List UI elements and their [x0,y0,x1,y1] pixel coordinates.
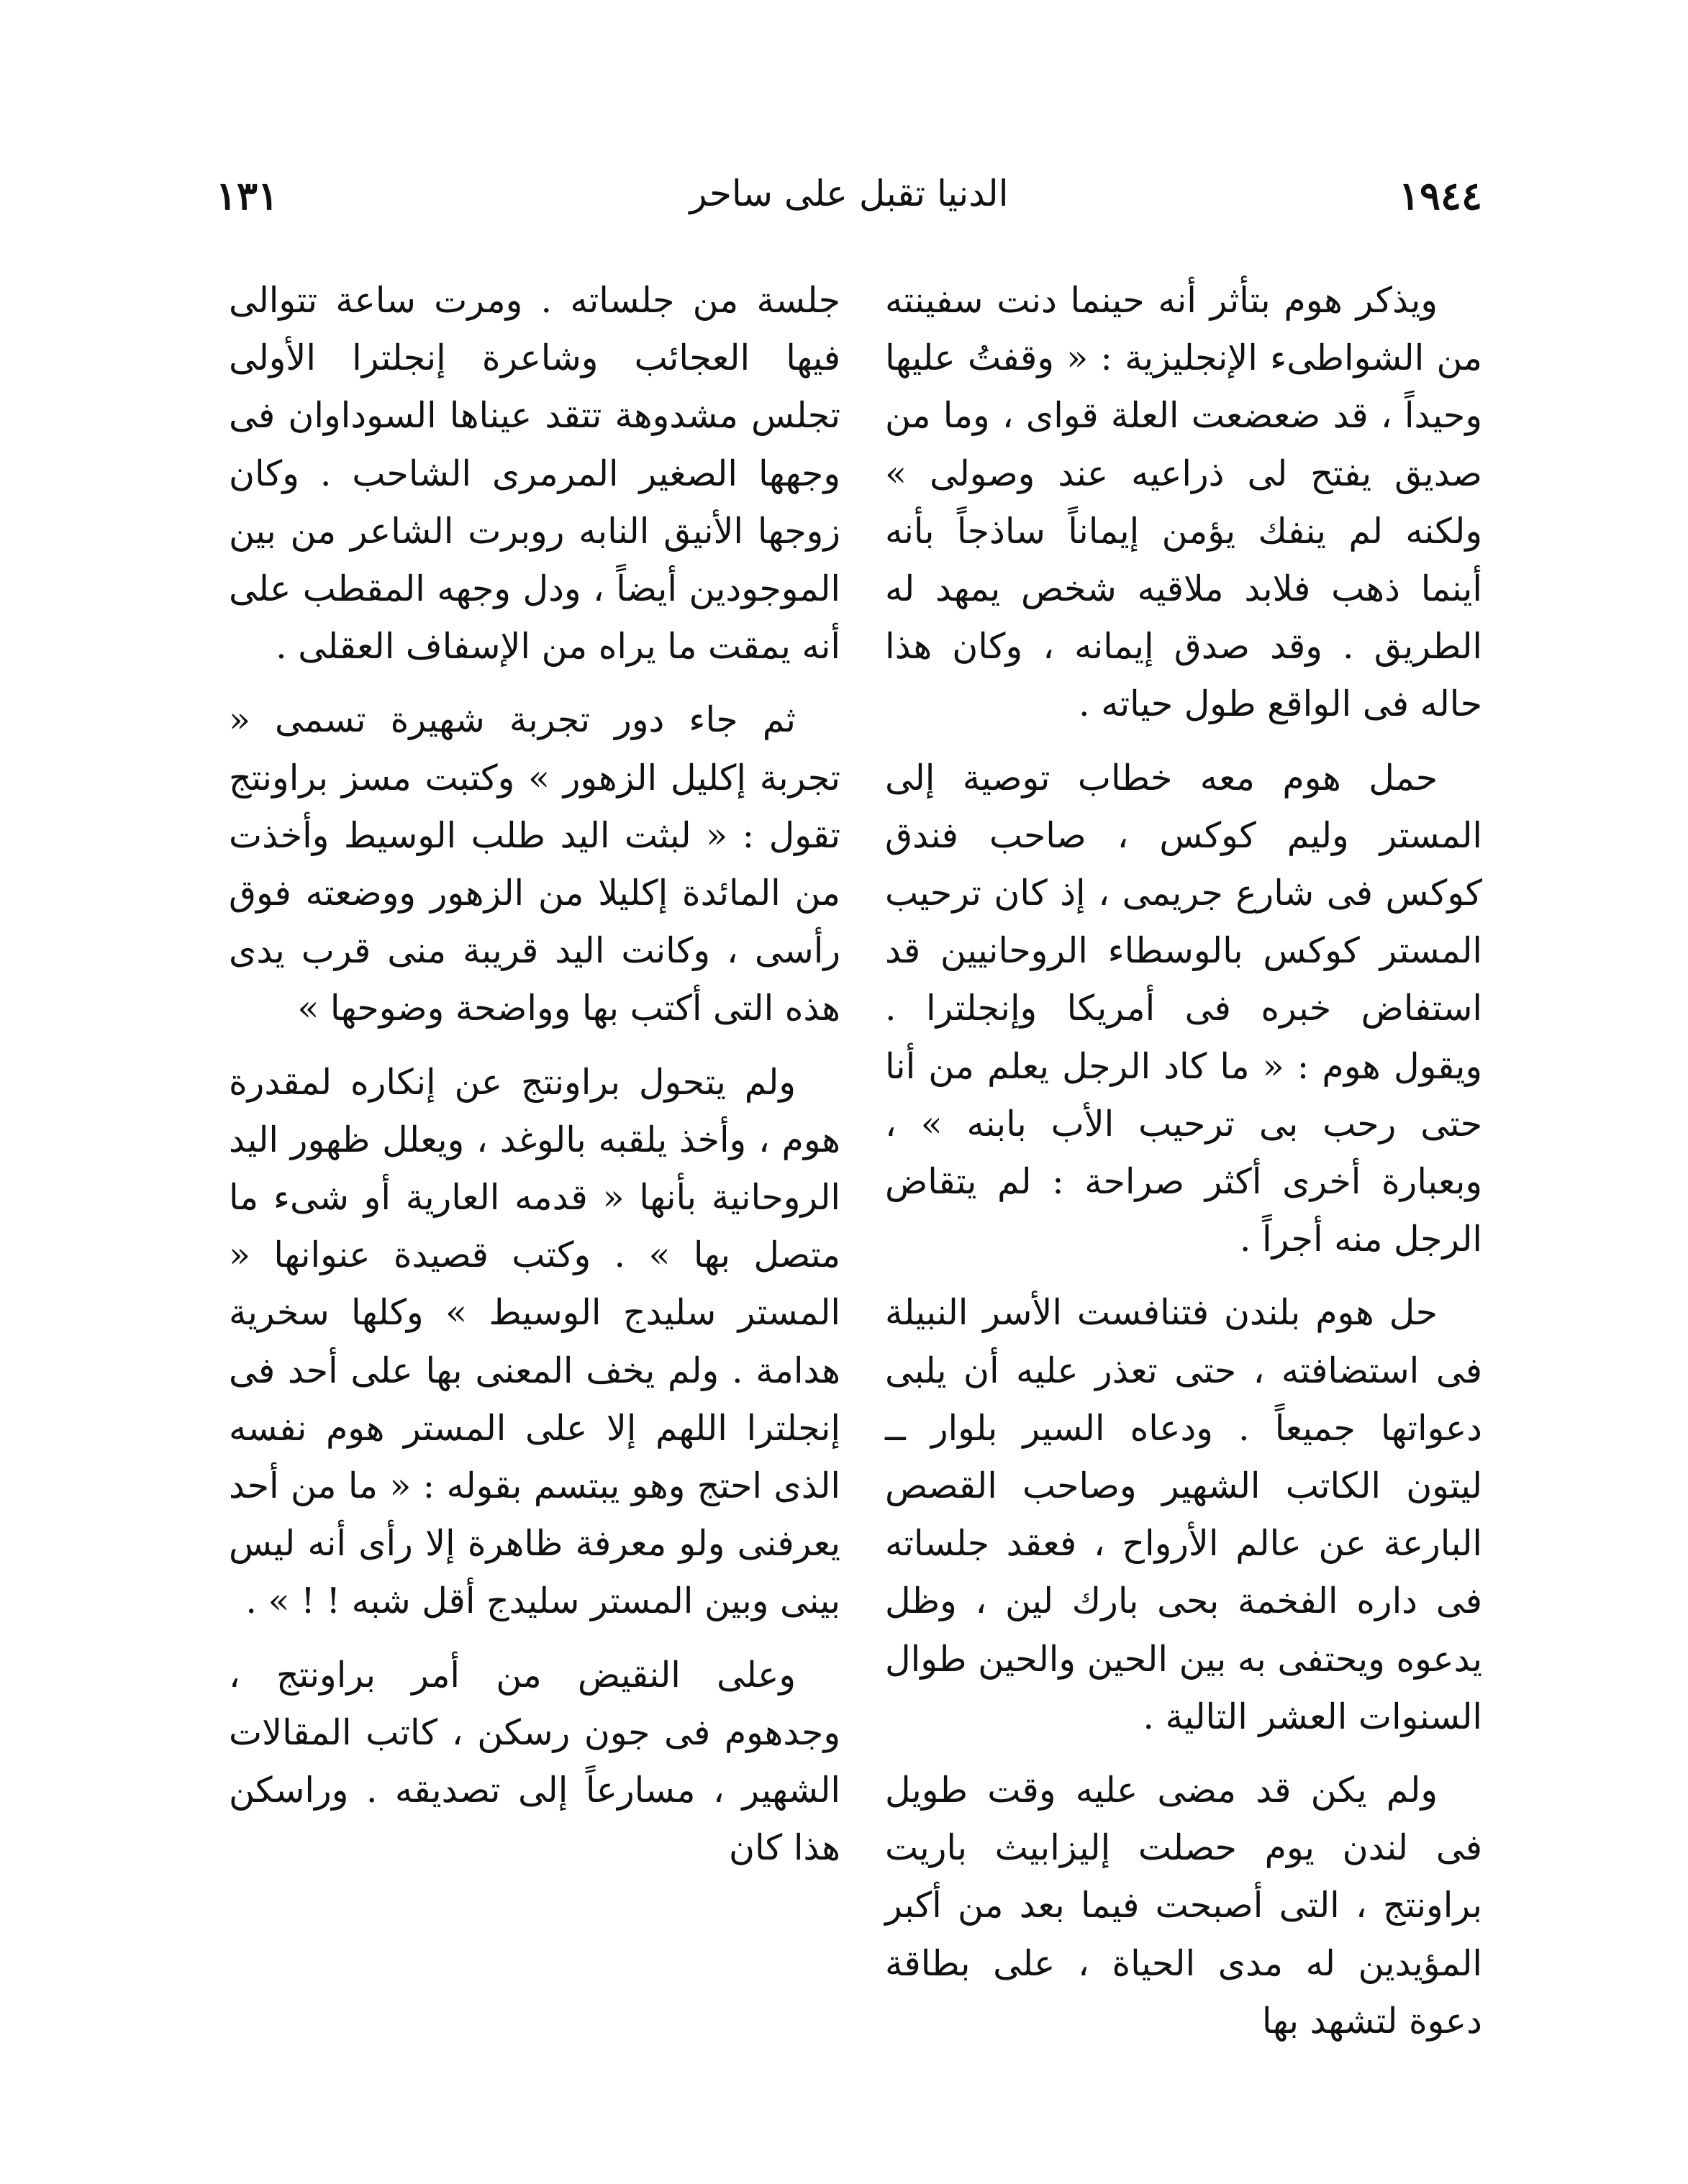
paragraph: ولم يكن قد مضى عليه وقت طويل فى لندن يوم حصلت إليزابيث باريت براونتج ، التى أصبحت فيما بعد من أكبر المؤيدين له مدى الحياة ، على بطاقة دعوة لتشهد بها [885,1770,1482,2042]
paragraph: ثم جاء دور تجربة شهيرة تسمى « تجربة إكليل الزهور » وكتبت مسز براونتج تقول : « لبثت اليد طلب الوسيط وأخذت من المائدة إكليلا من الزهور ووضعته فوق رأسى ، وكانت اليد قريبة منى قرب يدى هذه التى أكتب بها وواضحة وضوحها » [229,699,840,1029]
page-number: ١٣١ [216,173,279,219]
paragraph: جلسة من جلساته . ومرت ساعة تتوالى فيها العجائب وشاعرة إنجلترا الأولى تجلس مشدوهة تتقد عيناها السوداوان فى وجهها الصغير المرمرى الشاحب . وكان زوجها الأنيق النابه روبرت الشاعر من بين الموجودين أيضاً ، ودل وجهه المقطب على أنه يمقت ما يراه من الإسفاف العقلى . [229,280,840,668]
paragraph: حل هوم بلندن فتنافست الأسر النبيلة فى استضافته ، حتى تعذر عليه أن يلبى دعواتها جميعاً . ودعاه السير بلوار ــ ليتون الكاتب الشهير وصاحب القصص البارعة عن عالم الأرواح ، فعقد جلساته فى داره الفخمة بحى بارك لين ، وظل يدعوه ويحتفى به بين الحين والحين طوال السنوات العشر التالية . [885,1292,1482,1737]
running-title: الدنيا تقبل على ساحر [689,173,1009,214]
year-label: ١٩٤٤ [1398,173,1482,219]
paragraph: حمل هوم معه خطاب توصية إلى المستر وليم كوكس ، صاحب فندق كوكس فى شارع جريمى ، إذ كان ترحيب المستر كوكس بالوسطاء الروحانيين قد استفاض خبره فى أمريكا وإنجلترا . ويقول هوم : « ما كاد الرجل يعلم من أنا حتى رحب بى ترحيب الأب بابنه » ، وبعبارة أخرى أكثر صراحة : لم يتقاض الرجل منه أجراً . [885,757,1482,1260]
running-header [216,173,1482,237]
paragraph: وعلى النقيض من أمر براونتج ، وجدهوم فى جون رسكن ، كاتب المقالات الشهير ، مسارعاً إلى تصديقه . وراسكن هذا كان [229,1654,840,1869]
paragraph: ولم يتحول براونتج عن إنكاره لمقدرة هوم ، وأخذ يلقبه بالوغد ، ويعلل ظهور اليد الروحانية بأنها « قدمه العارية أو شىء ما متصل بها » . وكتب قصيدة عنوانها « المستر سليدج الوسيط » وكلها سخرية هدامة . ولم يخف المعنى بها على أحد فى إنجلترا اللهم إلا على المستر هوم نفسه الذى احتج وهو يبتسم بقوله : « ما من أحد يعرفنى ولو معرفة ظاهرة إلا رأى أنه ليس بينى وبين المستر سليدج أقل شبه ! ! » . [229,1061,840,1622]
right-text-column [885,272,1482,2050]
paragraph: ويذكر هوم بتأثر أنه حينما دنت سفينته من الشواطىء الإنجليزية : « وقفتُ عليها وحيداً ، قد ضعضعت العلة قواى ، وما من صديق يفتح لى ذراعيه عند وصولى » ولكنه لم ينفك يؤمن إيماناً ساذجاً بأنه أينما ذهب فلابد ملاقيه شخص يمهد له الطريق . وقد صدق إيمانه ، وكان هذا حاله فى الواقع طول حياته . [885,280,1482,725]
left-text-column [229,272,840,1877]
